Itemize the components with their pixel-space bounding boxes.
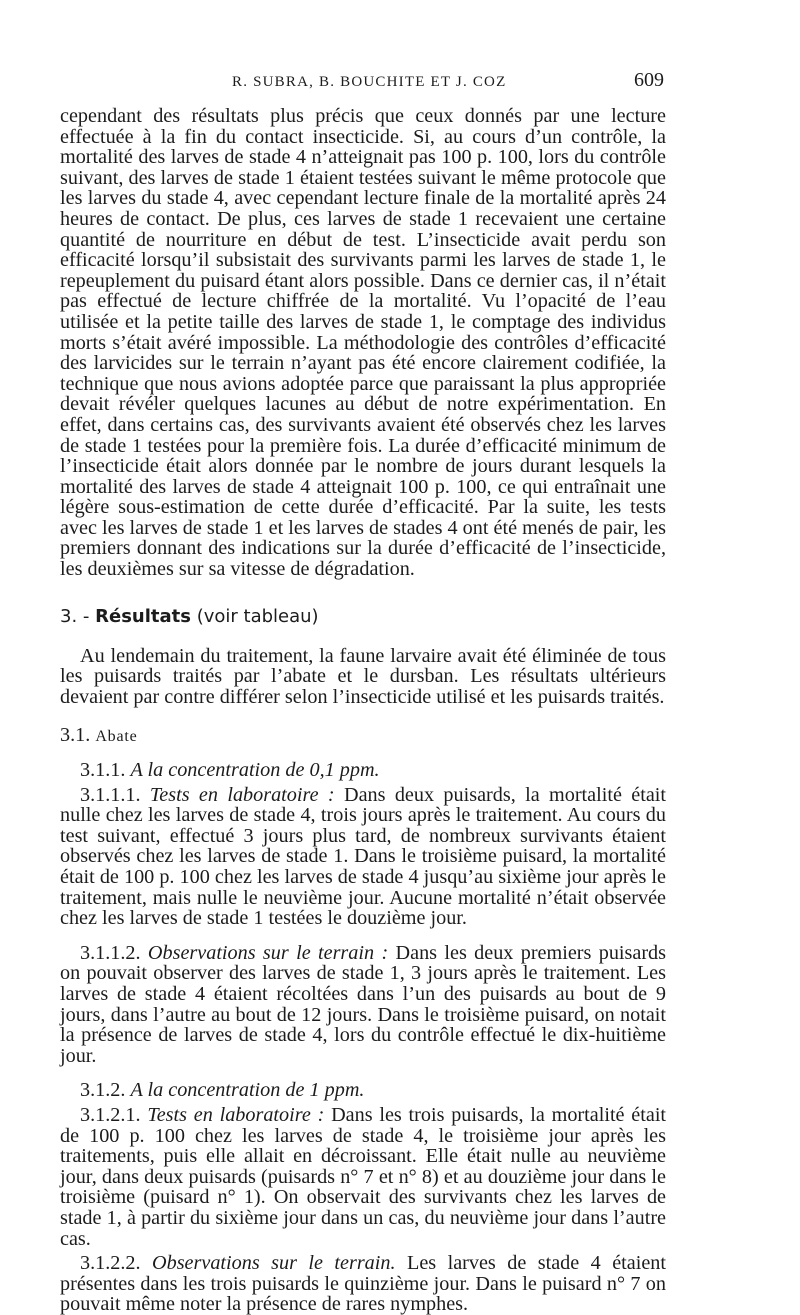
paragraph-title: Observations sur le terrain. [152, 1252, 396, 1275]
paragraph-title: Tests en laboratoire : [147, 1103, 325, 1126]
paragraph-title: Tests en laboratoire : [149, 783, 335, 806]
section-heading-3 [60, 606, 666, 628]
section-note: (voir tableau) [196, 605, 319, 627]
heading-number: 3.1.2. [80, 1079, 126, 1102]
page-body [60, 106, 666, 1315]
paragraph-number: 3.1.2.1. [80, 1103, 141, 1126]
subsection-number: 3.1. [60, 724, 91, 747]
paragraph-3-1-1-1 [60, 785, 666, 929]
heading-title: A la concentration de 0,1 ppm. [130, 759, 380, 782]
paragraph-text: Dans les deux premiers puisards on pouvait observer des larves de stade 1, 3 jours après le traitement. Les larves de stade 4 étaient récoltées dans l’un des puisards au bout de 9 jours, dans l’autre au bout de 12 jours. Dans le troisième puisard, on notait la présence de larves de stade 4, lors du contrôle effectué le dix-huitième jour. [60, 941, 667, 1067]
running-head: R. SUBRA, B. BOUCHITE ET J. COZ [232, 74, 507, 90]
heading-title: A la concentration de 1 ppm. [130, 1079, 365, 1102]
paragraph-number: 3.1.2.2. [80, 1252, 141, 1275]
paragraph-text: Dans les trois puisards, la mortalité était de 100 p. 100 chez les larves de stade 4, le troisième jour après les traitements, puis elle allait en décroissant. Elle était nulle au neuvième jour, dans deux puisards (puisards n° 7 et n° 8) et au douzième jour dans le troisième (puisard n° 1). On observait des survivants chez les larves de stade 1, à partir du sixième jour dans un cas, du neuvième jour dans l’autre cas. [60, 1103, 667, 1250]
paragraph-number: 3.1.1.1. [80, 783, 141, 806]
heading-3-1-1 [80, 760, 666, 781]
paragraph-title: Observations sur le terrain : [147, 941, 389, 964]
paragraph-number: 3.1.1.2. [80, 941, 141, 964]
subsection-heading-3-1 [60, 725, 666, 748]
paragraph-3-1-1-2 [60, 943, 666, 1067]
page-header [0, 70, 800, 94]
heading-number: 3.1.1. [80, 759, 126, 782]
paragraph-text: Les larves de stade 4 étaient présentes dans les trois puisards le quinzième jour. Dans le puisard n° 7 on pouvait même noter la présence de rares nymphes. [60, 1252, 667, 1315]
paragraph-text: Dans deux puisards, la mortalité était nulle chez les larves de stade 4, trois jours après le traitement. Au cours du test suivant, effectué 3 jours plus tard, de nombreux survivants étaient observés chez les larves de stade 1. Dans le troisième puisard, la mortalité était de 100 p. 100 chez les larves de stade 4 jusqu’au sixième jour après le traitement, mais nulle le neuvième jour. Aucune mortalité n’était observée chez les larves de stade 1 testées le douzième jour. [60, 783, 667, 930]
section-title: Résultats [95, 605, 191, 627]
heading-3-1-2 [80, 1080, 666, 1101]
paragraph-3-1-2-1 [60, 1105, 666, 1249]
page-number: 609 [634, 69, 664, 91]
intro-paragraph: cependant des résultats plus précis que ceux donnés par une lecture effectuée à la fin du contact insecticide. Si, au cours d’un contrôle, la mortalité des larves de stade 4 n’atteignait pas 100 p. 100, lors du contrôle suivant, des larves de stade 1 étaient testées suivant le même protocole que les larves du stade 4, avec cependant lecture finale de la mortalité après 24 heures de contact. De plus, ces larves de stade 1 recevaient une certaine quantité de nourriture en début de test. L’insecticide avait perdu son efficacité lorsqu’il subsistait des survivants parmi les larves de stade 1, le repeuplement du puisard étant alors possible. Dans ce dernier cas, il n’était pas effectué de lecture chiffrée de la mortalité. Vu l’opacité de l’eau utilisée et la petite taille des larves de stade 1, le comptage des individus morts s’était avéré impossible. La méthodologie des contrôles d’efficacité des larvicides sur le terrain n’ayant pas été encore clairement codifiée, la technique que nous avions adoptée parce que paraissant la plus appropriée devait révéler quelques lacunes au début de notre expérimentation. En effet, dans certains cas, des survivants avaient été observés chez les larves de stade 1 testées pour la première fois. La durée d’efficacité minimum de l’insecticide était alors donnée par le nombre de jours durant lesquels la mortalité des larves de stade 4 atteignait 100 p. 100, ce qui entraînait une légère sous-estimation de cette durée d’efficacité. Par la suite, les tests avec les larves de stade 1 et les larves de stades 4 ont été menés de pair, les premiers donnant des indications sur la durée d’efficacité de l’insecticide, les deuxièmes sur sa vitesse de dégradation. [60, 105, 666, 581]
subsection-title: Abate [95, 728, 138, 746]
section-number: 3. - [60, 605, 90, 627]
section-3-paragraph: Au lendemain du traitement, la faune larvaire avait été éliminée de tous les puisards traités par l’abate et le dursban. Les résultats ultérieurs devaient par contre différer selon l’insecticide utilisé et les puisards traités. [60, 644, 666, 708]
paragraph-3-1-2-2 [60, 1253, 666, 1315]
